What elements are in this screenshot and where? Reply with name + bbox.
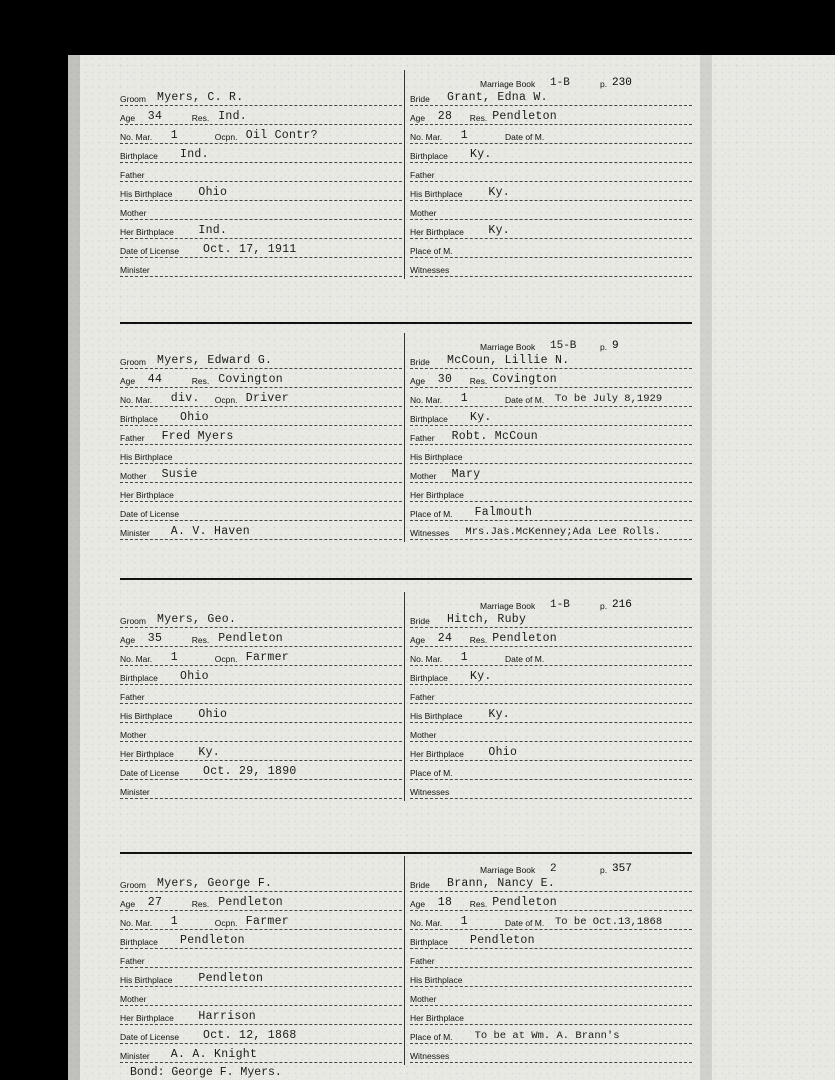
bride-field-row [410,968,692,987]
field-value: Pendleton [218,896,283,909]
groom-field-row [120,987,402,1006]
groom-field-row [120,369,402,388]
field-value: Pendleton [492,110,557,123]
page-number: 357 [612,863,632,875]
page-label: p. [600,601,608,611]
marriage-record-card [120,335,690,544]
field-value: div. [170,392,200,405]
field-value: Ky. [470,148,492,161]
bride-field-row [410,911,692,930]
field-label: Age [120,635,136,645]
groom-field-row [120,1006,402,1025]
groom-field-row [120,350,402,369]
field-value: Ky. [470,670,492,683]
bride-column [410,335,692,544]
groom-field-row [120,407,402,426]
field-label: Father [410,956,435,966]
groom-field-row [120,723,402,742]
field-label: Age [410,899,426,909]
field-label: Date of License [120,768,180,778]
groom-field-row [120,1044,402,1063]
field-value: Harrison [198,1010,256,1023]
field-label: Age [410,376,426,386]
field-label: Ocpn. [214,395,238,405]
field-label: Place of M. [410,246,453,256]
marriage-record-card [120,72,690,281]
groom-field-row [120,666,402,685]
field-label: Mother [120,994,147,1004]
field-label: Res. [469,113,488,123]
field-value: Grant, Edna W. [447,91,548,104]
field-label: Bride [410,616,430,626]
groom-field-row [120,930,402,949]
field-value: Ky. [470,411,492,424]
groom-column [120,72,402,281]
scan-edge-left [68,55,80,1080]
bride-field-row [410,388,692,407]
field-label: Birthplace [410,937,448,947]
field-label: Groom [120,880,146,890]
field-label: Father [120,433,145,443]
marriage-book-number: 1-B [550,77,570,89]
field-value: To be Oct.13,1868 [555,916,663,928]
field-label: Birthplace [120,151,158,161]
page-number: 9 [612,340,619,352]
groom-field-row [120,426,402,445]
bride-field-row [410,666,692,685]
field-label: Place of M. [410,509,453,519]
groom-field-row [120,220,402,239]
bride-column [410,858,692,1067]
field-label: Mother [120,208,147,218]
field-value: Susie [161,468,198,481]
groom-field-row [120,742,402,761]
field-value: Ky. [488,224,510,237]
groom-field-row [120,182,402,201]
field-label: Bride [410,880,430,890]
bride-field-row [410,742,692,761]
bride-column [410,594,692,803]
bride-field-row [410,685,692,704]
field-label: Age [410,635,426,645]
field-label: His Birthplace [410,189,463,199]
field-value: Ohio [180,670,209,683]
field-label: Birthplace [120,414,158,424]
bride-field-row [410,761,692,780]
field-label: Her Birthplace [410,1013,464,1023]
card-separator [120,322,692,324]
field-value: Farmer [245,651,290,664]
field-label: No. Mar. [410,654,443,664]
card-separator [120,852,692,854]
field-label: Groom [120,94,146,104]
field-label: Ocpn. [214,918,238,928]
field-value: Pendleton [492,896,557,909]
field-value: Ky. [198,746,220,759]
field-label: Ocpn. [214,654,238,664]
field-label: Date of License [120,509,180,519]
bride-field-row [410,258,692,277]
field-value: Pendleton [470,934,535,947]
groom-field-row [120,239,402,258]
field-value: Ky. [488,186,510,199]
field-value: 24 [437,632,453,645]
groom-field-row [120,445,402,464]
field-label: Res. [191,376,210,386]
field-label: Groom [120,357,146,367]
field-value: Myers, Edward G. [157,354,273,367]
field-value: Farmer [245,915,290,928]
field-label: Res. [191,635,210,645]
marriage-record-card [120,858,690,1079]
field-label: Mother [410,208,437,218]
groom-field-row [120,968,402,987]
bride-field-row [410,87,692,106]
field-value: Ohio [198,186,228,199]
field-label: Birthplace [120,937,158,947]
groom-column [120,858,402,1067]
groom-field-row [120,388,402,407]
groom-field-row [120,647,402,666]
field-label: Mother [410,471,437,481]
groom-field-row [120,502,402,521]
field-value: 34 [147,110,163,123]
field-label: Father [120,956,145,966]
groom-column [120,594,402,803]
field-label: Minister [120,265,150,275]
field-value: 30 [437,373,453,386]
field-label: Witnesses [410,265,450,275]
bride-field-row [410,182,692,201]
column-divider [404,333,405,542]
field-value: Ohio [198,708,228,721]
marriage-book-number: 1-B [550,599,570,611]
bride-column [410,72,692,281]
bride-field-row [410,949,692,968]
field-label: No. Mar. [120,654,153,664]
field-value: 18 [437,896,453,909]
field-value: Driver [245,392,290,405]
field-value: To be July 8,1929 [555,393,663,405]
page-label: p. [600,79,608,89]
bride-field-row [410,987,692,1006]
groom-field-row [120,780,402,799]
page-label: p. [600,865,608,875]
groom-field-row [120,685,402,704]
bride-field-row [410,407,692,426]
bride-field-row [410,930,692,949]
field-label: Place of M. [410,768,453,778]
bride-field-row [410,780,692,799]
bride-field-row [410,144,692,163]
page-number: 216 [612,599,632,611]
bride-field-row [410,723,692,742]
field-label: No. Mar. [410,918,443,928]
marriage-book-number: 2 [550,863,557,875]
field-label: His Birthplace [120,711,173,721]
field-label: Birthplace [410,151,448,161]
bride-field-row [410,163,692,182]
field-label: Mother [120,730,147,740]
groom-field-row [120,201,402,220]
field-label: Res. [191,113,210,123]
column-divider [404,856,405,1065]
field-label: No. Mar. [120,132,153,142]
field-value: 35 [147,632,163,645]
field-value: 1 [460,651,468,664]
field-value: Covington [492,373,557,386]
bride-field-row [410,892,692,911]
bride-field-row [410,464,692,483]
scan-edge-right [700,55,712,1080]
groom-field-row [120,1025,402,1044]
field-value: Oct. 17, 1911 [203,243,297,256]
field-label: Date of License [120,1032,180,1042]
field-label: His Birthplace [410,975,463,985]
groom-column [120,335,402,544]
bride-field-row [410,873,692,892]
field-label: Her Birthplace [120,749,174,759]
field-label: Age [120,113,136,123]
bride-field-row [410,502,692,521]
bond-note: Bond: George F. Myers. [130,1066,282,1079]
field-value: 44 [147,373,163,386]
field-label: Age [120,376,136,386]
bride-field-row [410,369,692,388]
field-value: Covington [218,373,283,386]
field-label: Date of M. [505,132,545,142]
groom-field-row [120,464,402,483]
groom-field-row [120,873,402,892]
field-label: His Birthplace [410,711,463,721]
field-value: 28 [437,110,453,123]
field-value: 1 [170,915,178,928]
field-label: Father [410,433,435,443]
field-label: Her Birthplace [410,490,464,500]
bride-field-row [410,201,692,220]
field-value: Ohio [488,746,518,759]
bride-field-row [410,125,692,144]
field-label: Minister [120,787,150,797]
field-label: Date of M. [505,395,545,405]
field-value: Hitch, Ruby [447,613,527,626]
field-label: Res. [469,376,488,386]
field-label: Her Birthplace [120,227,174,237]
field-label: Birthplace [120,673,158,683]
field-label: His Birthplace [120,189,173,199]
field-value: Ohio [180,411,209,424]
field-value: Pendleton [492,632,557,645]
groom-field-row [120,106,402,125]
field-value: To be at Wm. A. Brann's [474,1030,620,1042]
field-value: Ind. [218,110,247,123]
bride-field-row [410,609,692,628]
groom-field-row [120,911,402,930]
groom-field-row [120,628,402,647]
field-label: Minister [120,1051,150,1061]
field-label: Father [410,692,435,702]
field-label: His Birthplace [410,452,463,462]
field-value: Pendleton [180,934,245,947]
groom-field-row [120,258,402,277]
field-label: No. Mar. [410,132,443,142]
field-value: 27 [147,896,163,909]
field-value: Oct. 12, 1868 [203,1029,297,1042]
field-value: A. A. Knight [170,1048,258,1061]
groom-field-row [120,87,402,106]
field-label: Mother [410,730,437,740]
page-number: 230 [612,77,632,89]
field-value: Pendleton [218,632,283,645]
field-label: Age [410,113,426,123]
field-value: 1 [460,915,468,928]
field-label: Date of License [120,246,180,256]
groom-field-row [120,892,402,911]
column-divider [404,70,405,279]
bride-field-row [410,106,692,125]
marriage-book-label: Marriage Book [480,601,536,611]
bride-field-row [410,1006,692,1025]
bride-field-row [410,647,692,666]
field-label: Birthplace [410,673,448,683]
field-label: Ocpn. [214,132,238,142]
field-value: 1 [170,651,178,664]
groom-field-row [120,609,402,628]
field-value: A. V. Haven [170,525,251,538]
field-value: 1 [460,392,468,405]
bride-field-row [410,1025,692,1044]
field-value: Oct. 29, 1890 [203,765,297,778]
field-label: Witnesses [410,787,450,797]
field-value: Myers, C. R. [157,91,244,104]
field-value: Mrs.Jas.McKenney;Ada Lee Rolls. [465,526,661,538]
field-label: No. Mar. [410,395,443,405]
groom-field-row [120,144,402,163]
card-separator [120,578,692,580]
bride-field-row [410,426,692,445]
field-label: Birthplace [410,414,448,424]
field-label: Witnesses [410,528,450,538]
bride-field-row [410,220,692,239]
page-label: p. [600,342,608,352]
field-value: Oil Contr? [245,129,318,142]
field-label: Bride [410,357,430,367]
field-label: Res. [469,899,488,909]
marriage-record-card [120,594,690,803]
field-value: Pendleton [198,972,264,985]
field-label: Date of M. [505,918,545,928]
field-label: Date of M. [505,654,545,664]
field-label: Age [120,899,136,909]
groom-field-row [120,761,402,780]
field-label: His Birthplace [120,452,173,462]
bride-field-row [410,521,692,540]
field-value: Ind. [198,224,228,237]
field-label: Her Birthplace [120,490,174,500]
bride-field-row [410,350,692,369]
field-label: Father [120,692,145,702]
field-label: Groom [120,616,146,626]
bride-field-row [410,445,692,464]
field-label: No. Mar. [120,918,153,928]
field-label: Her Birthplace [120,1013,174,1023]
field-value: Mary [451,468,481,481]
groom-field-row [120,125,402,144]
field-value: Robt. McCoun [451,430,539,443]
field-label: Bride [410,94,430,104]
field-value: Falmouth [474,506,533,519]
groom-field-row [120,483,402,502]
field-value: Brann, Nancy E. [447,877,556,890]
field-label: Place of M. [410,1032,453,1042]
marriage-book-label: Marriage Book [480,342,536,352]
field-label: Her Birthplace [410,227,464,237]
field-value: 1 [170,129,178,142]
field-value: McCoun, Lillie N. [447,354,570,367]
groom-field-row [120,521,402,540]
groom-field-row [120,163,402,182]
field-label: His Birthplace [120,975,173,985]
bride-field-row [410,1044,692,1063]
field-label: Witnesses [410,1051,450,1061]
field-label: Res. [469,635,488,645]
marriage-book-number: 15-B [550,340,577,352]
bride-field-row [410,628,692,647]
field-value: Myers, Geo. [157,613,237,626]
field-value: Fred Myers [161,430,234,443]
column-divider [404,592,405,801]
field-label: Res. [191,899,210,909]
field-value: Myers, George F. [157,877,273,890]
field-label: Her Birthplace [410,749,464,759]
field-label: No. Mar. [120,395,153,405]
groom-field-row [120,704,402,723]
field-value: Ky. [488,708,510,721]
bride-field-row [410,483,692,502]
bride-field-row [410,704,692,723]
groom-field-row [120,949,402,968]
field-label: Mother [410,994,437,1004]
field-label: Mother [120,471,147,481]
bride-field-row [410,239,692,258]
field-label: Father [410,170,435,180]
field-label: Father [120,170,145,180]
marriage-book-label: Marriage Book [480,865,536,875]
field-value: 1 [460,129,468,142]
field-label: Minister [120,528,150,538]
marriage-book-label: Marriage Book [480,79,536,89]
field-value: Ind. [180,148,209,161]
